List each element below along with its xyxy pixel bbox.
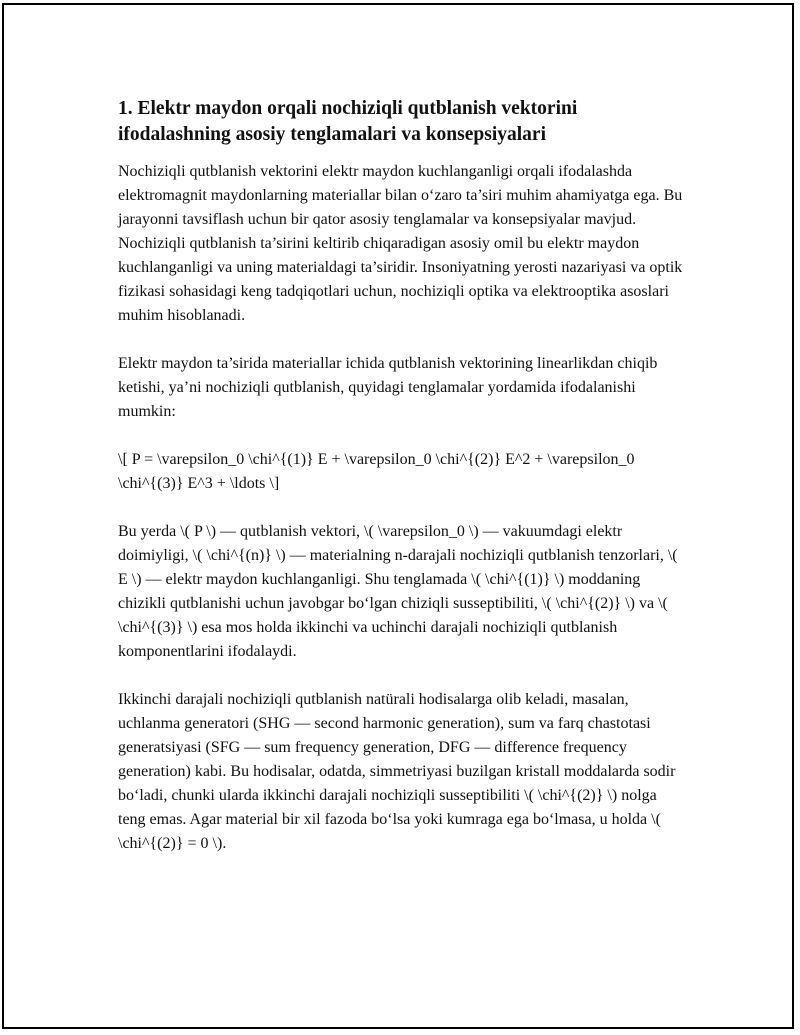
document-body bbox=[118, 96, 688, 880]
equation-polarization: \[ P = \varepsilon_0 \chi^{(1)} E + \varepsilon_0 \chi^{(2)} E^2 + \varepsilon_0 \chi^{(3)} E^3 + \ldots \] bbox=[118, 451, 635, 492]
paragraph-intro: Nochiziqli qutblanish vektorini elektr maydon kuchlanganligi orqali ifodalashda elektromagnit maydonlarning materiallar bilan o‘zaro ta’siri muhim ahamiyatga ega. Bu jarayonni tavsiflash uchun bir qator asosiy tenglamalar va konsepsiyalar mavjud. Nochiziqli qutblanish ta’sirini keltirib chiqaradigan asosiy omil bu elektr maydon kuchlanganligi va uning materialdagi ta’siridir. Insoniyatning yerosti nazariyasi va optik fizikasi sohasidagi keng tadqiqotlari uchun, nochiziqli optika va elektrooptika asoslari muhim hisoblanadi. bbox=[118, 163, 683, 324]
paragraph-polarization: Elektr maydon ta’sirida materiallar ichida qutblanish vektorining linearlikdan chiqib ketishi, ya’ni nochiziqli qutblanish, quyidagi tenglamalar yordamida ifodalanishi mumkin: bbox=[118, 355, 658, 420]
paragraph-second-order: Ikkinchi darajali nochiziqli qutblanish natürali hodisalarga olib keladi, masalan, uchlanma generatori (SHG — second harmonic generation), sum va farq chastotasi generatsiyasi (SFG — sum frequency generation, DFG — difference frequency generation) kabi. Bu hodisalar, odatda, simmetriyasi buzilgan kristall moddalarda sodir bo‘ladi, chunki ularda ikkinchi darajali nochiziqli susseptibiliti \( \chi^{(2)} \) nolga teng emas. Agar material bir xil fazoda bo‘lsa yoki kumraga ega bo‘lmasa, u holda \( \chi^{(2)} = 0 \). bbox=[118, 691, 676, 852]
paragraph-definitions: Bu yerda \( P \) — qutblanish vektori, \( \varepsilon_0 \) — vakuumdagi elektr doimiyligi, \( \chi^{(n)} \) — materialning n-darajali nochiziqli qutblanish tenzorlari, \( E \) — elektr maydon kuchlanganligi. Shu tenglamada \( \chi^{(1)} \) moddaning chizikli qutblanishi uchun javobgar bo‘lgan chiziqli susseptibiliti, \( \chi^{(2)} \) va \( \chi^{(3)} \) esa mos holda ikkinchi va uchinchi darajali nochiziqli qutblanish komponentlarini ifodalaydi. bbox=[118, 523, 678, 660]
section-heading: 1. Elektr maydon orqali nochiziqli qutblanish vektorini ifodalashning asosiy tenglamalari va konsepsiyalari bbox=[118, 98, 578, 145]
